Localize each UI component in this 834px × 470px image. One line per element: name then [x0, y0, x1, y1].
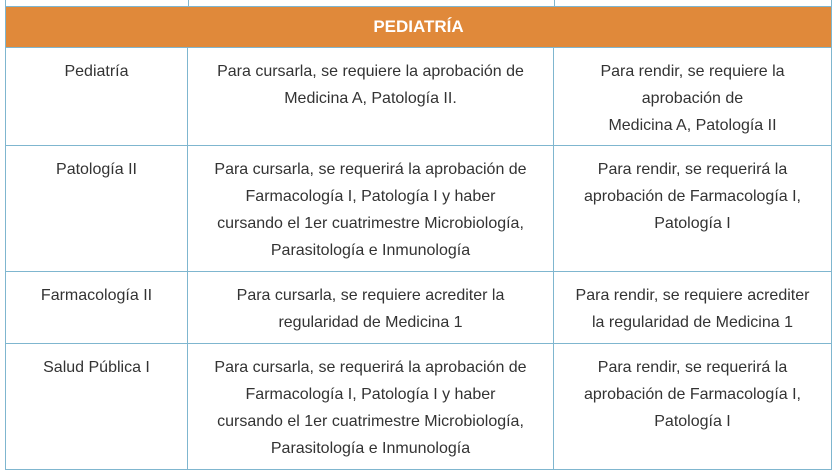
rendir-requirement-cell: Para rendir, se requerirá la aprobación de Farmacología I, Patología I — [583, 161, 801, 232]
rendir-requirement-cell: Para rendir, se requerirá la aprobación de Farmacología I, Patología I — [583, 359, 801, 430]
table-row — [6, 272, 831, 344]
rendir-requirement-cell: Para rendir, se requiere acrediter la regularidad de Medicina 1 — [575, 287, 810, 331]
table-row — [6, 344, 831, 470]
subject-cell: Pediatría — [6, 48, 188, 145]
cursar-requirement-cell: Para cursarla, se requiere acrediter la regularidad de Medicina 1 — [188, 272, 554, 343]
requirements-table — [5, 0, 832, 470]
subject-cell: Patología II — [6, 146, 188, 271]
subject-cell: Farmacología II — [6, 272, 188, 343]
section-header — [6, 6, 831, 48]
cursar-requirement-cell: Para cursarla, se requerirá la aprobación de Farmacología I, Patología I y haber cursando el 1er cuatrimestre Microbiología, Parasitología e Inmunología — [188, 344, 554, 469]
cursar-requirement-cell: Para cursarla, se requiere la aprobación de Medicina A, Patología II. — [188, 48, 554, 145]
subject-cell: Salud Pública I — [6, 344, 188, 469]
previous-row-stub — [6, 0, 831, 6]
table-row — [6, 48, 831, 146]
cursar-requirement-cell: Para cursarla, se requerirá la aprobación de Farmacología I, Patología I y haber cursando el 1er cuatrimestre Microbiología, Parasitología e Inmunología — [188, 146, 554, 271]
table-row — [6, 146, 831, 272]
rendir-requirement-cell: Para rendir, se requiere la aprobación de Medicina A, Patología II — [600, 63, 785, 134]
section-title: PEDIATRÍA — [373, 17, 464, 36]
